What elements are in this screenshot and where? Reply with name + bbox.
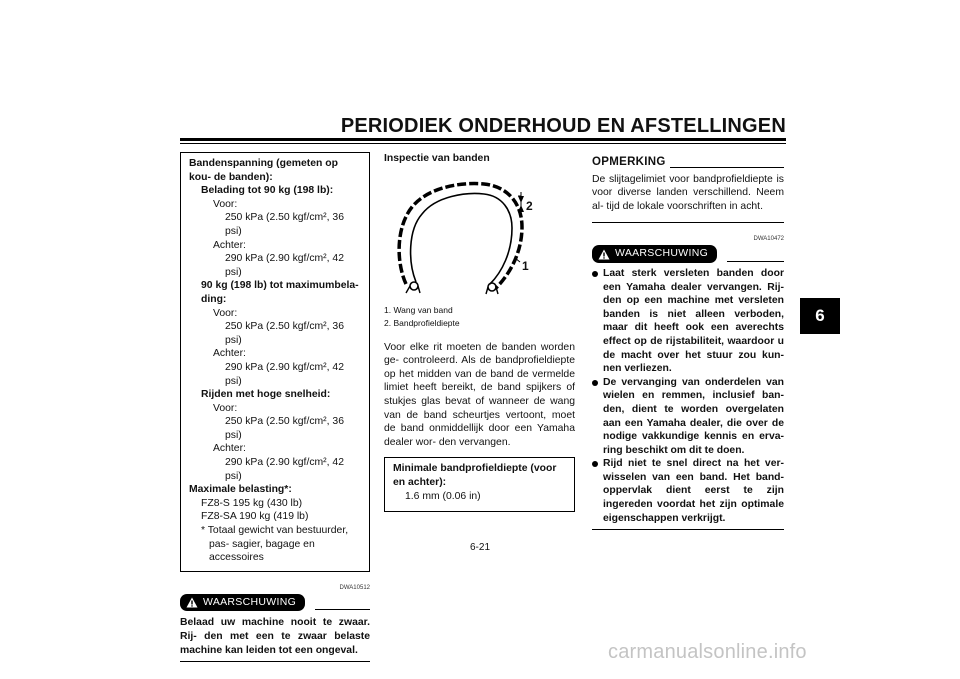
note-end-rule: [592, 222, 784, 223]
spec-group-heading: Rijden met hoge snelheid:: [201, 389, 331, 401]
max-load-footnote: * Totaal gewicht van bestuurder, pas- sagier, bagage en accessoires: [201, 525, 349, 564]
front-label: Voor:: [213, 307, 238, 319]
legend-item: 2. Bandprofieldiepte: [384, 317, 460, 328]
bullet-icon: [592, 380, 598, 386]
warning-badge: [592, 245, 717, 263]
warning-bullet-list: [592, 267, 784, 525]
front-value: 250 kPa (2.50 kgf/cm², 36 psi): [225, 321, 344, 346]
front-value: 250 kPa (2.50 kgf/cm², 36 psi): [225, 416, 344, 441]
rear-label: Achter:: [213, 443, 246, 455]
list-item: [592, 267, 784, 376]
rear-value: 290 kPa (2.90 kgf/cm², 42 psi): [225, 361, 344, 387]
warning-code: DWA10512: [339, 584, 370, 591]
warning-badge: [180, 594, 305, 612]
rear-label: Achter:: [213, 348, 246, 360]
watermark: carmanualsonline.info: [608, 641, 807, 663]
front-label: Voor:: [213, 198, 238, 210]
tire-pressure-spec-box: [180, 152, 370, 572]
rear-value: 290 kPa (2.90 kgf/cm², 42 psi): [225, 253, 344, 278]
note-rule: [670, 167, 784, 168]
note-text: De slijtagelimiet voor bandprofieldiepte is voor diverse landen verschillend. Neem al- tijd de lokale voorschriften in acht.: [592, 173, 784, 212]
note-title: OPMERKING: [592, 156, 666, 168]
section-title: Inspectie van banden: [384, 153, 490, 164]
note-header: [592, 156, 784, 170]
page-header-title: PERIODIEK ONDERHOUD EN AFSTELLINGEN: [340, 115, 786, 137]
warning-triangle-icon: [598, 249, 610, 260]
spec-title: Minimale bandprofieldiepte (voor en achter):: [393, 463, 557, 488]
list-item: [592, 376, 784, 458]
bullet-icon: [592, 461, 598, 467]
warning-code: DWA10472: [753, 236, 784, 243]
warning-end-rule: [592, 529, 784, 530]
list-item: [592, 457, 784, 525]
rear-value: 290 kPa (2.90 kgf/cm², 42 psi): [225, 457, 344, 482]
right-column: [592, 152, 784, 530]
header-rule-thick: [180, 138, 786, 141]
tire-cross-section-figure: [384, 172, 575, 302]
header-rule-thin: [180, 143, 786, 144]
front-value: 250 kPa (2.50 kgf/cm², 36 psi): [225, 212, 344, 237]
warning-text: Belaad uw machine nooit te zwaar. Rij- den met een te zwaar belaste machine kan leiden tot een ongeval.: [180, 617, 370, 656]
callout-1: 1: [522, 258, 529, 273]
warning-rule: [727, 261, 784, 262]
rear-label: Achter:: [213, 239, 246, 251]
bullet-icon: [592, 271, 598, 277]
max-load-value: FZ8-SA 190 kg (419 lb): [201, 511, 309, 523]
callout-2: 2: [526, 198, 533, 213]
tire-profile-icon: [384, 172, 575, 302]
warning-header: [180, 594, 370, 612]
spec-title: Bandenspanning (gemeten op kou- de banden):: [189, 158, 338, 183]
warning-label: WAARSCHUWING: [615, 247, 709, 260]
left-column: [180, 152, 370, 662]
bullet-text: De vervanging van onderdelen van wielen en remmen, inclusief ban- den, dient te worden overgelaten aan een Yamaha dealer, die over de nodige vakkundige kennis en erva- ring beschikt om dit te doen.: [603, 376, 784, 456]
page-number: 6-21: [469, 542, 490, 553]
warning-header: [592, 245, 784, 263]
bullet-text: Laat sterk versleten banden door een Yamaha dealer vervangen. Rij- den op een machine met versleten banden is niet alleen verboden, maar dit heeft ook een averechts effect op de rijstabiliteit, waardoor u de macht over het stuur zou kun- nen verliezen.: [603, 267, 784, 375]
spec-group-heading: Belading tot 90 kg (198 lb):: [201, 185, 334, 197]
spec-value: 1.6 mm (0.06 in): [405, 490, 481, 502]
warning-rule: [315, 609, 370, 610]
max-load-label: Maximale belasting*:: [189, 484, 292, 496]
front-label: Voor:: [213, 402, 238, 414]
warning-end-rule: [180, 661, 370, 662]
warning-triangle-icon: [186, 597, 198, 608]
inspection-paragraph: Voor elke rit moeten de banden worden ge- controleerd. Als de bandprofieldiepte op het midden van de band de vermelde limiet heeft bereikt, de band spijkers of stukjes glas bevat of wanneer de wang van de band scheurtjes vertoont, moet de band onmiddellijk door een Yamaha dealer wor- den vervangen.: [384, 341, 575, 448]
min-tread-depth-spec-box: [384, 457, 575, 512]
warning-label: WAARSCHUWING: [203, 595, 297, 608]
chapter-tab: 6: [800, 298, 840, 334]
figure-legend: [384, 304, 575, 330]
bullet-text: Rijd niet te snel direct na het ver- wisselen van een band. Het band- oppervlak dient eerst te zijn ingereden voordat het zijn optimale eigenschappen verkrijgt.: [603, 458, 784, 524]
legend-item: 1. Wang van band: [384, 304, 453, 315]
max-load-value: FZ8-S 195 kg (430 lb): [201, 497, 303, 509]
middle-column: [384, 152, 575, 512]
spec-group-heading: 90 kg (198 lb) tot maximumbela- ding:: [201, 280, 359, 305]
